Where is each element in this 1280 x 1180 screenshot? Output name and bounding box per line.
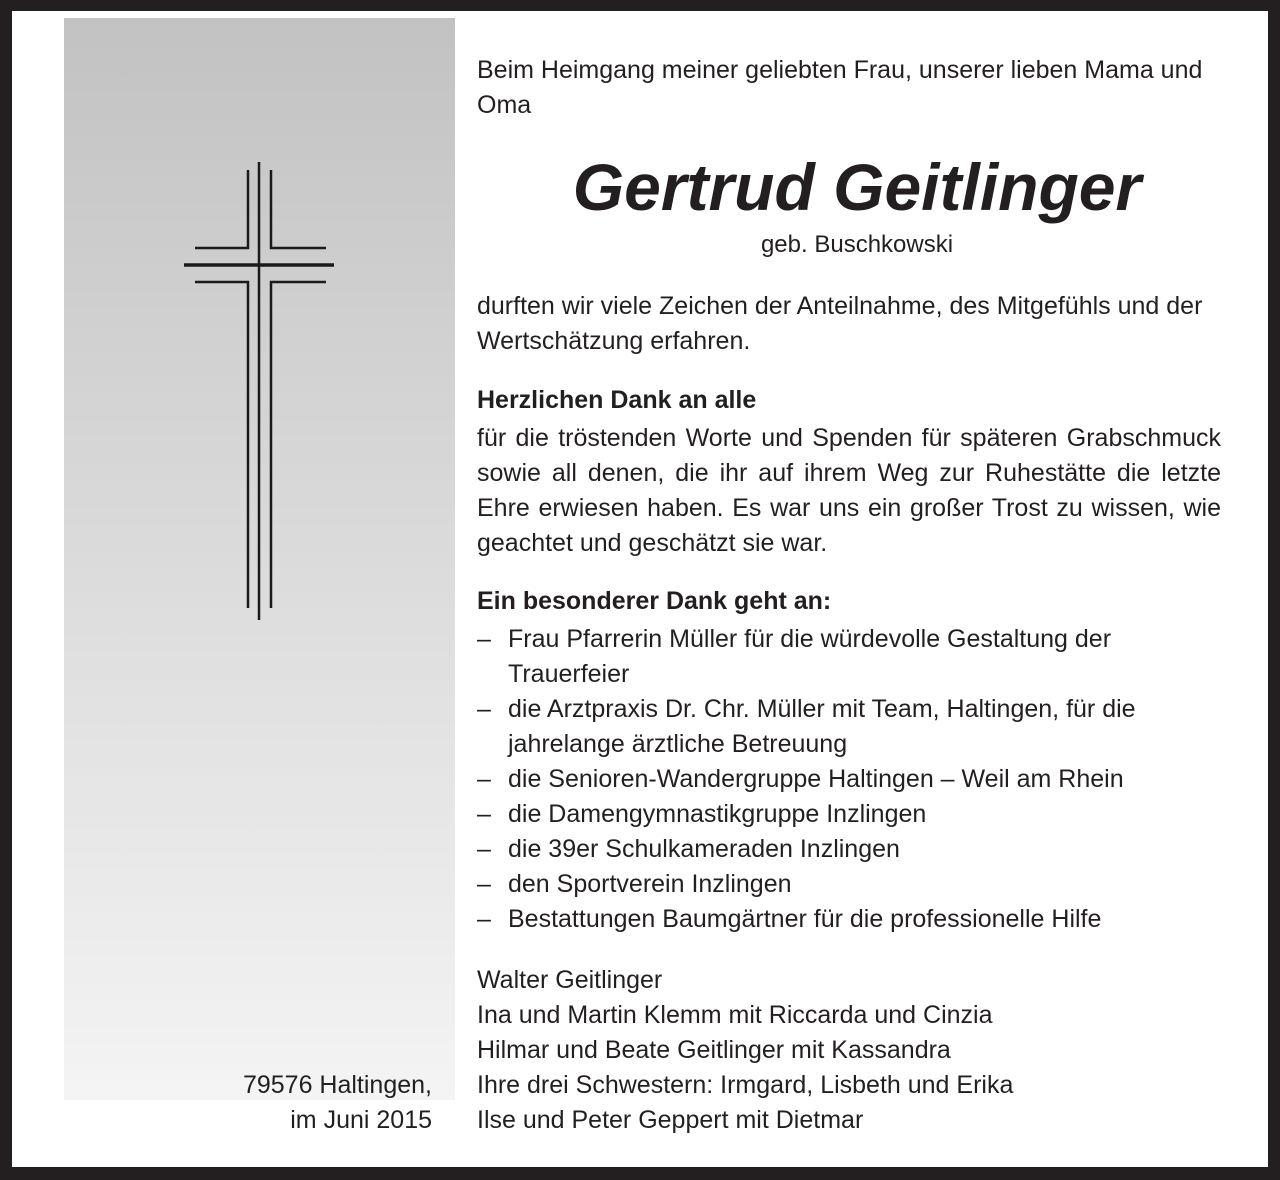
special-thanks-list (477, 622, 1237, 937)
signatory: Ilse und Peter Geppert mit Dietmar (477, 1106, 864, 1134)
cross-icon (64, 18, 455, 638)
list-item: – die Senioren-Wandergruppe Haltingen – Weil am Rhein (477, 762, 1237, 797)
list-item: – Bestattungen Baumgärtner für die professionelle Hilfe (477, 902, 1237, 937)
signatory: Ina und Martin Klemm mit Riccarda und Cinzia (477, 1001, 993, 1029)
signatory: Walter Geitlinger (477, 966, 663, 994)
paragraph-sympathy: durften wir viele Zeichen der Anteilnahme, des Mitgefühls und der Wertschätzung erfahren. (477, 292, 1203, 355)
obituary-notice (12, 11, 1268, 1167)
deceased-name: Gertrud Geitlinger (572, 150, 1142, 224)
heading-thanks-all: Herzlichen Dank an alle (477, 386, 757, 414)
list-item: – Frau Pfarrerin Müller für die würdevolle Gestaltung der Trauerfeier (477, 622, 1237, 692)
date: im Juni 2015 (290, 1106, 432, 1134)
paragraph-thanks: für die tröstenden Worte und Spenden für späteren Grabschmuck sowie all denen, die ihr auf ihrem Weg zur Ruhestätte die letzte Ehre erwiesen haben. Es war uns ein großer Trost zu wissen, wie geachtet und geschätzt sie war. (477, 424, 1221, 557)
place: 79576 Haltingen, (242, 1071, 432, 1099)
birth-name: geb. Buschkowski (760, 231, 954, 258)
signatory: Hilmar und Beate Geitlinger mit Kassandra (477, 1036, 951, 1064)
signatories (477, 963, 1013, 1138)
list-item: – die Damengymnastikgruppe Inzlingen (477, 797, 1237, 832)
heading-special-thanks: Ein besonderer Dank geht an: (477, 587, 832, 615)
intro-text: Beim Heimgang meiner geliebten Frau, unserer lieben Mama und Oma (477, 56, 1203, 119)
list-item: – die 39er Schulkameraden Inzlingen (477, 832, 1237, 867)
list-item: – den Sportverein Inzlingen (477, 867, 1237, 902)
place-date (162, 1068, 432, 1138)
signatory: Ihre drei Schwestern: Irmgard, Lisbeth und Erika (477, 1071, 1014, 1099)
list-item: – die Arztpraxis Dr. Chr. Müller mit Team, Haltingen, für die jahrelange ärztliche Betreuung (477, 692, 1237, 762)
